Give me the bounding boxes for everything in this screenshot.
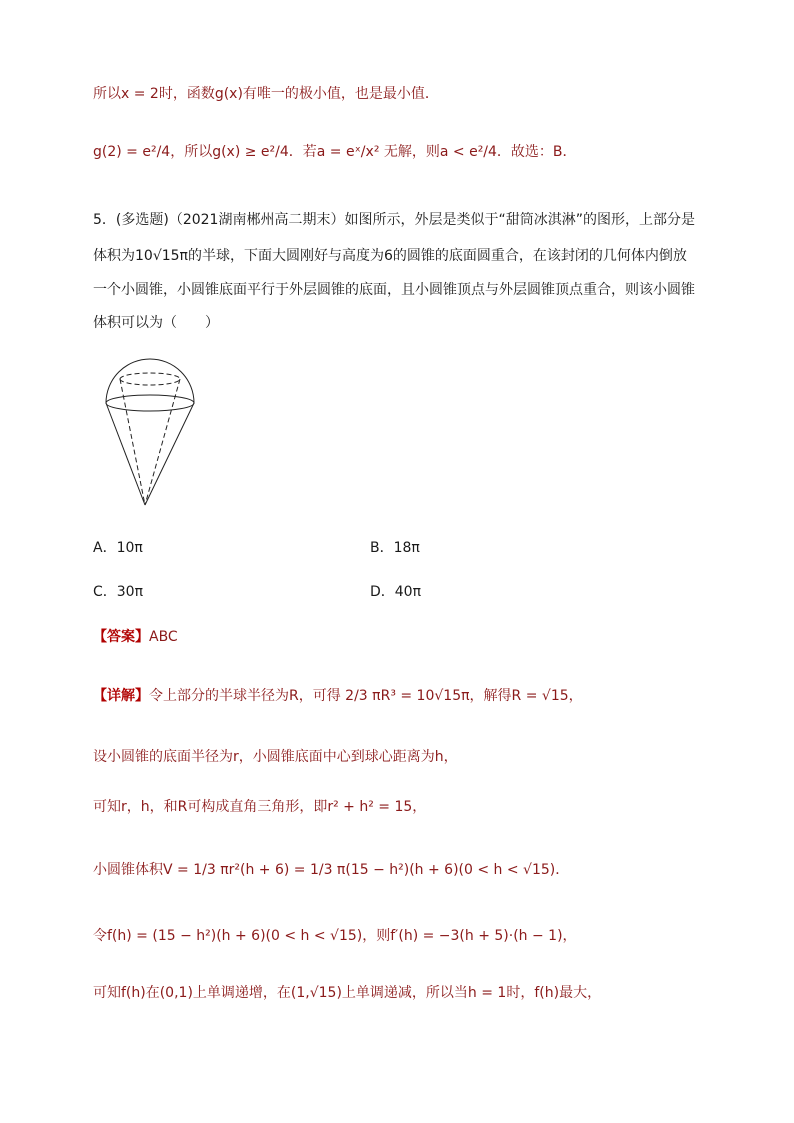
text-line-min-value: 所以x = 2时，函数g(x)有唯一的极小值，也是最小值． <box>93 86 439 102</box>
hemisphere-outline <box>106 359 194 403</box>
detail-line-2: 设小圆锥的底面半径为r，小圆锥底面中心到球心距离为h， <box>93 749 458 765</box>
detail-tag: 【详解】 <box>93 688 149 704</box>
question-line-2: 体积为10√15π的半球，下面大圆刚好与高度为6的圆锥的底面圆重合，在该封闭的几何体内倒放 <box>93 248 687 264</box>
detail-line-6: 可知f(h)在(0,1)上单调递增，在(1,√15)上单调递减，所以当h = 1时，f(h)最大， <box>93 985 602 1001</box>
text-line-conclusion: g(2) = e²/4，所以g(x) ≥ e²/4．若a = eˣ/x² 无解，则a < e²/4．故选：B． <box>93 144 577 160</box>
detail-line-5: 令f(h) = (15 − h²)(h + 6)(0 < h < √15)，则f′(h) = −3(h + 5)·(h − 1)， <box>93 928 577 944</box>
option-a[interactable]: A．10π <box>93 540 143 556</box>
small-cone-base-back <box>120 373 180 379</box>
option-b[interactable]: B．18π <box>370 540 420 556</box>
option-d[interactable]: D．40π <box>370 584 422 600</box>
question-heading: 5．(多选题)（2021湖南郴州高二期末）如图所示，外层是类似于“甜筒冰淇淋”的图形，上部分是 <box>93 212 695 228</box>
answer-tag: 【答案】 <box>93 629 149 645</box>
detail-line-3: 可知r，h，和R可构成直角三角形，即r² + h² = 15， <box>93 799 427 815</box>
small-cone-base-front <box>120 379 180 385</box>
option-c[interactable]: C．30π <box>93 584 144 600</box>
question-line-4: 体积可以为（ ） <box>93 315 219 331</box>
outer-cone-side-left <box>106 403 145 505</box>
answer-line <box>93 627 178 647</box>
cone-hemisphere-figure <box>100 355 200 510</box>
detail-line-1 <box>93 686 583 706</box>
detail-text-1: 令上部分的半球半径为R，可得 2/3 πR³ = 10√15π，解得R = √15， <box>149 688 583 704</box>
detail-line-4: 小圆锥体积V = 1/3 πr²(h + 6) = 1/3 π(15 − h²)(h + 6)(0 < h < √15)． <box>93 862 570 878</box>
answer-value: ABC <box>149 629 178 645</box>
hemisphere-rim <box>106 395 194 411</box>
question-line-3: 一个小圆锥，小圆锥底面平行于外层圆锥的底面，且小圆锥顶点与外层圆锥顶点重合，则该小圆锥 <box>93 282 695 298</box>
small-cone-side-left <box>120 379 145 505</box>
